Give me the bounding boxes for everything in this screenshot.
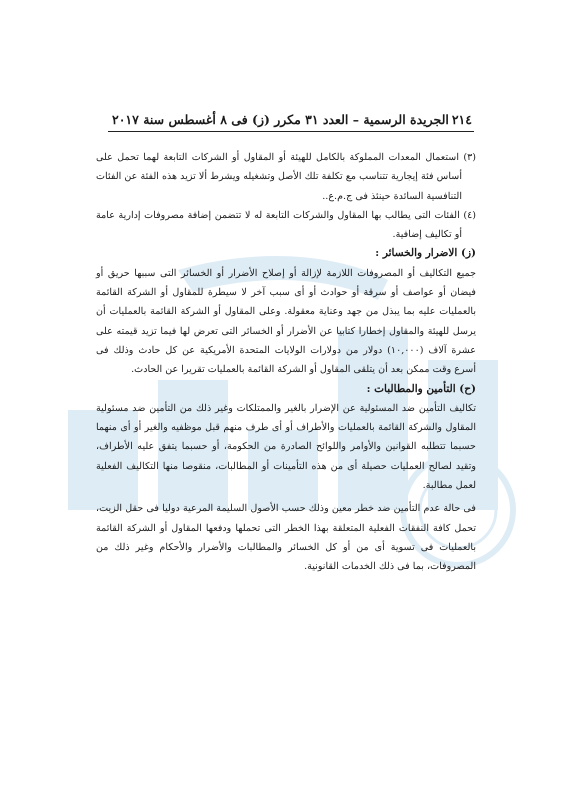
document-body (96, 148, 476, 577)
page-header (112, 112, 472, 127)
section-heading-damages: (ز) الاضرار والخسائر : (375, 247, 476, 260)
section-heading-insurance: (ح) التأمين والمطالبات : (366, 382, 476, 395)
section-paragraph-damages: جميع التكاليف أو المصروفات اللازمة لإزالة أو إصلاح الأضرار أو الخسائر التى سببها حريق أو فيضان أو عواصف أو سرقة أو حوادث أو أى سبب آخر لا سيطرة للمقاول أو الشركة القائمة بالعمليات عليه بما يبذل من جهد وعناية معقولة. وعلى المقاول أو الشركة القائمة بالعمليات أن يرسل للهيئة والمقاول إخطارا كتابيا عن الأضرار أو الخسائر التى تعرض لها فيما تزيد قيمته على عشرة آلاف (١٠,٠٠٠) دولار من دولارات الولايات المتحدة الأمريكية عن كل حادث وذلك فى أسرع وقت ممكن بعد أن يتلقى المقاول أو الشركة القائمة بالعمليات تقريرا عن الحادث. (96, 267, 476, 376)
section-paragraph-insurance-1: تكاليف التأمين ضد المسئولية عن الإضرار بالغير والممتلكات وغير ذلك من التأمين ضد مسئولية المقاول والشركة القائمة بالعمليات والأطراف أو أى طرف منهم قبل موظفيه والغير أو أى منهما حسبما تتطلبه القوانين والأوامر واللوائح الصادرة من الحكومة، أو حسبما يتفق عليه الأطراف، وتقيد لصالح العمليات حصيلة أى من هذه التأمينات أو المطالبات، منقوصا منها التكاليف الفعلية لعمل مطالبة. (96, 402, 476, 492)
list-item: (٤) الفئات التى يطالب بها المقاول والشركات التابعة له لا تتضمن إضافة مصروفات إدارية عامة أو تكاليف إضافية. (96, 209, 476, 241)
page-number: ٢١٤ (451, 112, 472, 127)
gazette-title: الجريدة الرسمية – العدد ٣١ مكرر (ز) فى ٨ أغسطس سنة ٢٠١٧ (112, 112, 449, 127)
section-paragraph-insurance-2: فى حالة عدم التأمين ضد خطر معين وذلك حسب الأصول السليمة المرعية دوليا فى حقل الزيت، تحمل كافة النفقات الفعلية المتعلقة بهذا الخطر التى تحملها ودفعها المقاول أو الشركة القائمة بالعمليات فى تسوية أى من أو كل الخسائر والمطالبات والأضرار والأحكام وغير ذلك من المصروفات، بما فى ذلك الخدمات القانونية. (96, 503, 476, 573)
list-item: (٣) استعمال المعدات المملوكة بالكامل للهيئة أو المقاول أو الشركات التابعة لهما تحمل على أساس فئة إيجارية تتناسب مع تكلفة تلك الأصل وتشغيله ويشرط ألا تزيد هذه الفئة عن الفئات التنافسية السائدة حينئذ فى ج.م.ع.. (96, 152, 476, 202)
header-divider (108, 131, 474, 132)
